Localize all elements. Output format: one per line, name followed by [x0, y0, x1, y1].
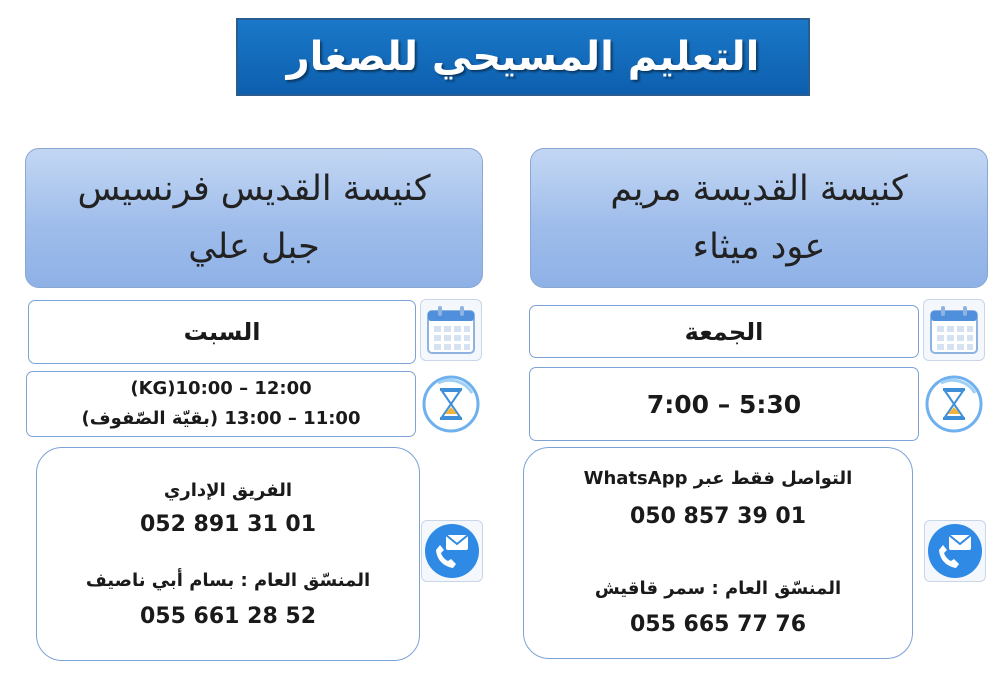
- left-contact-card: [36, 447, 420, 661]
- right-hourglass-icon-box: [923, 373, 985, 435]
- calendar-icon: [927, 303, 981, 357]
- left-time-box: [26, 371, 416, 437]
- left-coordinator-phone[interactable]: 055 661 28 52: [139, 604, 317, 629]
- page-title-banner: [236, 18, 810, 96]
- right-coordinator-phone[interactable]: 055 665 77 76: [629, 612, 807, 637]
- contact-icon: [926, 522, 984, 580]
- left-church-location: جبل علي: [188, 227, 320, 267]
- contact-icon: [423, 522, 481, 580]
- page-title: التعليم المسيحي للصغار: [286, 34, 760, 80]
- left-coordinator-label: المنسّق العام : بسام أبي ناصيف: [85, 570, 371, 591]
- calendar-icon: [424, 303, 478, 357]
- left-time-line2: 11:00 – 13:00 (بقيّة الصّفوف): [81, 408, 361, 429]
- right-church-name: كنيسة القديسة مريم: [610, 169, 908, 209]
- left-calendar-icon-box: [420, 299, 482, 361]
- right-whatsapp-label: التواصل فقط عبر WhatsApp: [583, 468, 853, 489]
- hourglass-icon: [923, 373, 985, 435]
- right-time: 7:00 – 5:30: [646, 389, 802, 419]
- right-church-header: [530, 148, 988, 288]
- right-contact-icon-box: [924, 520, 986, 582]
- right-contact-card: [523, 447, 913, 659]
- right-whatsapp-phone[interactable]: 050 857 39 01: [629, 504, 807, 529]
- left-church-name: كنيسة القديس فرنسيس: [77, 169, 431, 209]
- left-admin-label: الفريق الإداري: [163, 480, 293, 501]
- left-hourglass-icon-box: [420, 373, 482, 435]
- right-coordinator-label: المنسّق العام : سمر قاقيش: [594, 578, 842, 599]
- left-time-line1: (KG)10:00 – 12:00: [130, 378, 312, 399]
- right-day: الجمعة: [684, 317, 764, 346]
- hourglass-icon: [420, 373, 482, 435]
- left-day-box: [28, 300, 416, 364]
- left-contact-icon-box: [421, 520, 483, 582]
- left-church-header: [25, 148, 483, 288]
- right-calendar-icon-box: [923, 299, 985, 361]
- right-church-location: عود ميثاء: [692, 227, 826, 267]
- left-day: السبت: [183, 318, 261, 346]
- right-time-box: [529, 367, 919, 441]
- left-admin-phone[interactable]: 052 891 31 01: [139, 512, 317, 537]
- right-day-box: [529, 305, 919, 358]
